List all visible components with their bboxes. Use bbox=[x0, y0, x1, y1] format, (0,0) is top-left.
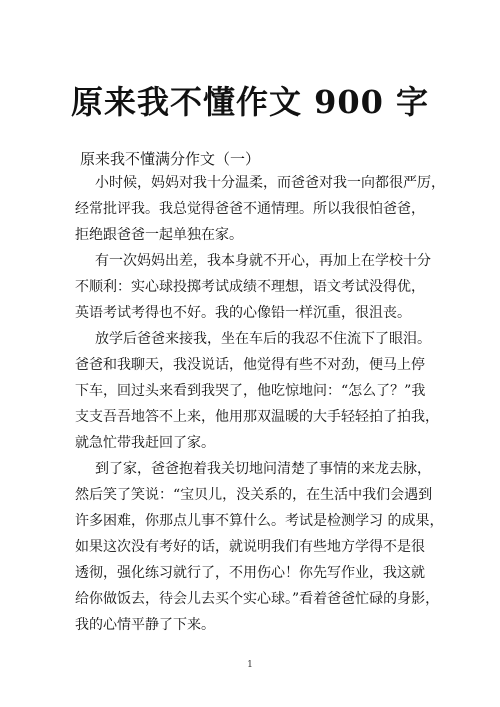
text-line: 放学后爸爸来接我，坐在车后的我忍不住流下了眼泪。 bbox=[95, 331, 431, 347]
text-line: 给你做饭去，待会儿去买个实心球。”看着爸爸忙碌的身影， bbox=[75, 591, 440, 607]
text-line: 到了家，爸爸抱着我关切地问清楚了事情的来龙去脉， bbox=[95, 461, 431, 477]
text-line: 下车，回过头来看到我哭了，他吃惊地问：“怎么了？”我 bbox=[75, 383, 426, 399]
paragraph bbox=[75, 456, 444, 638]
paragraph bbox=[75, 170, 445, 248]
text-line: 我的心情平静了下来。 bbox=[75, 617, 215, 633]
text-line: 支支吾吾地答不上来，他用那双温暖的大手轻轻拍了拍我， bbox=[75, 409, 439, 425]
text-line: 小时候，妈妈对我十分温柔，而爸爸对我一向都很严厉， bbox=[95, 175, 445, 191]
text-line: 许多困难，你那点儿事不算什么。考试是检测学习 的成果， bbox=[75, 513, 444, 529]
text-line: 有一次妈妈出差，我本身就不开心，再加上在学校十分 bbox=[95, 253, 431, 269]
text-line: 透彻，强化练习就行了，不用伤心！你先写作业，我这就 bbox=[75, 565, 425, 581]
document-title: 原来我不懂作文 900 字 bbox=[70, 83, 430, 121]
text-line: 就急忙带我赶回了家。 bbox=[75, 435, 215, 451]
text-line: 经常批评我。我总觉得爸爸不通情理。所以我很怕爸爸， bbox=[75, 201, 425, 217]
text-line: 如果这次没有考好的话，就说明我们有些地方学得不是很 bbox=[75, 539, 425, 555]
page-number: 1 bbox=[247, 660, 253, 670]
text-line: 然后笑了笑说：“宝贝儿，没关系的，在生活中我们会遇到 bbox=[75, 487, 433, 503]
paragraph bbox=[75, 248, 435, 326]
document-subtitle: 原来我不懂满分作文（一） bbox=[80, 150, 261, 168]
document-body bbox=[75, 170, 445, 638]
text-line: 拒绝跟爸爸一起单独在家。 bbox=[75, 227, 243, 243]
text-line: 英语考试考得也不好。我的心像铅一样沉重，很沮丧。 bbox=[75, 305, 411, 321]
text-line: 爸爸和我聊天，我没说话，他觉得有些不对劲，便马上停 bbox=[75, 357, 425, 373]
paragraph bbox=[75, 326, 439, 456]
text-line: 不顺利：实心球投掷考试成绩不理想，语文考试没得优， bbox=[75, 279, 425, 295]
